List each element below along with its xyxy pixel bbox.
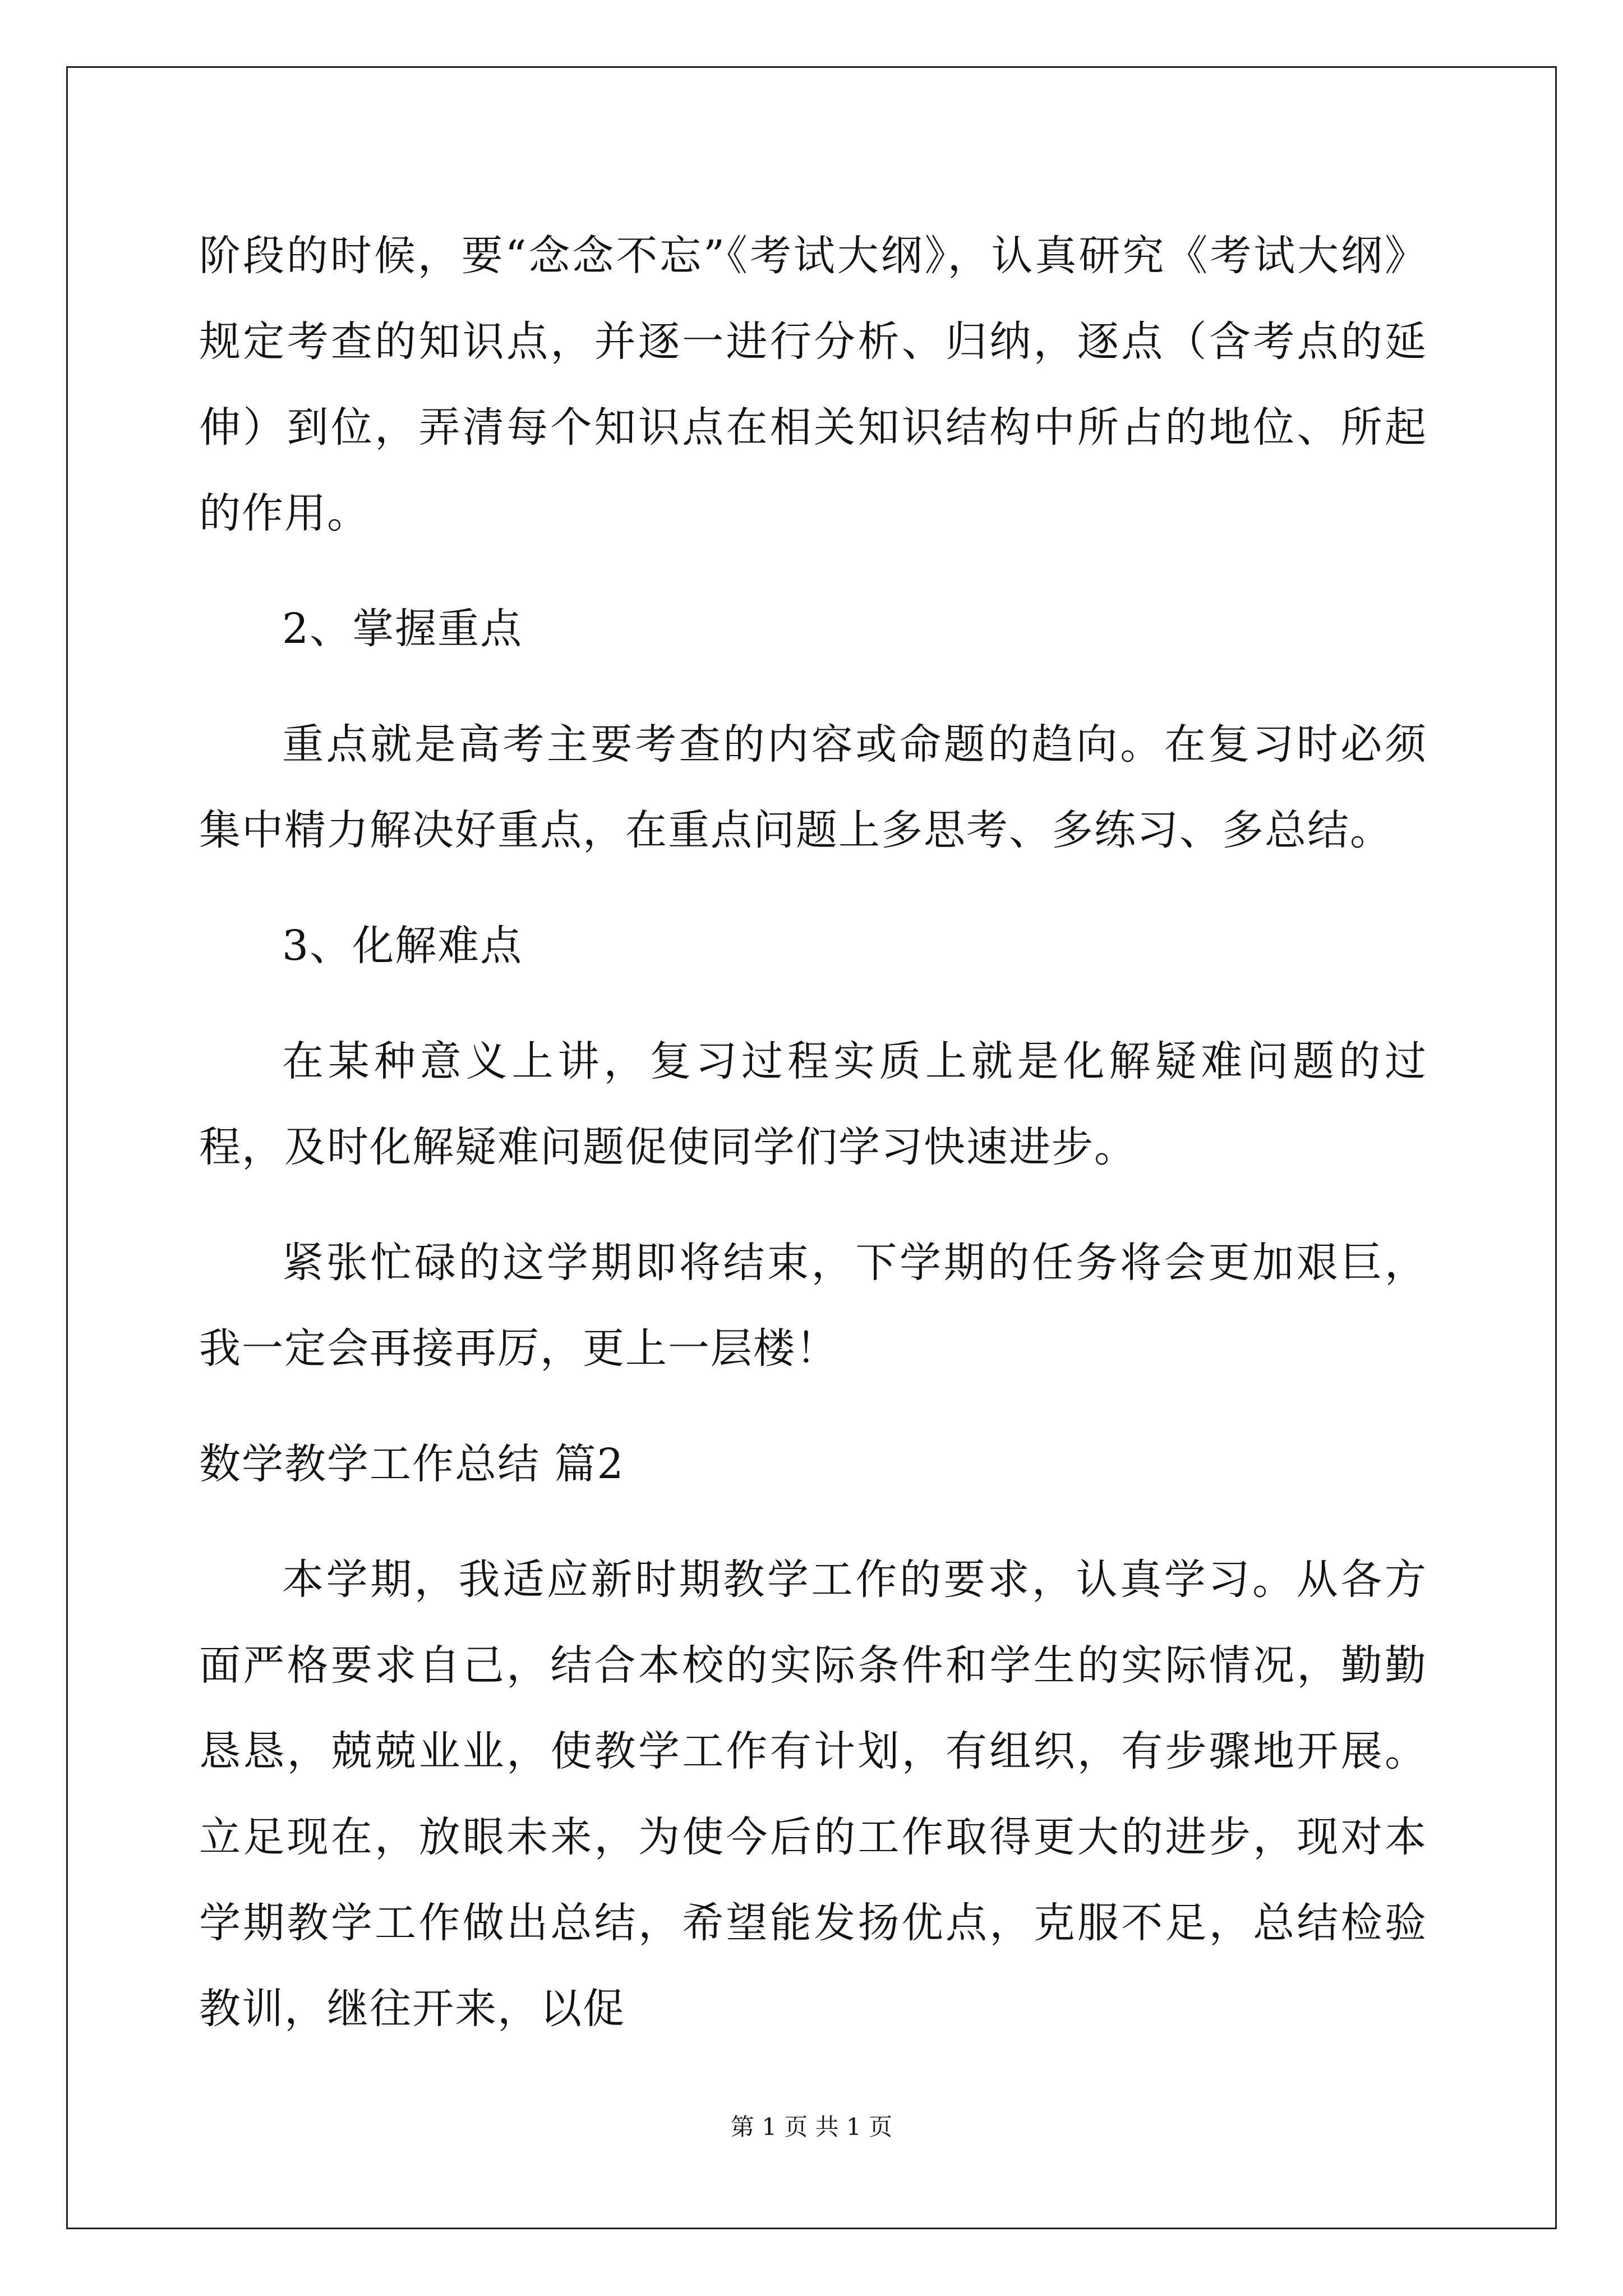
heading-resolve-difficulties: 3、化解难点: [282, 922, 523, 970]
paragraph-difficulties: 在某种意义上讲，复习过程实质上就是化解疑难问题的过程，及时化解疑难问题促使同学们学习快速进步。: [199, 1037, 1427, 1171]
paragraph-semester-summary: 本学期，我适应新时期教学工作的要求，认真学习。从各方面严格要求自己，结合本校的实际条件和学生的实际情况，勤勤恳恳，兢兢业业，使教学工作有计划，有组织，有步骤地开展。立足现在，放眼未来，为使今后的工作取得更大的进步，现对本学期教学工作做出总结，希望能发扬优点，克服不足，总结检验教训，继往开来，以促: [199, 1556, 1427, 2033]
page-footer: 第 1 页 共 1 页: [730, 2113, 893, 2141]
paragraph-semester-end: 紧张忙碌的这学期即将结束，下学期的任务将会更加艰巨，我一定会再接再厉，更上一层楼！: [199, 1239, 1427, 1373]
paragraph-exam-outline: 阶段的时候，要“念念不忘”《考试大纲》，认真研究《考试大纲》规定考查的知识点，并逐一进行分析、归纳，逐点（含考点的延伸）到位，弄清每个知识点在相关知识结构中所占的地位、所起的作用。: [199, 232, 1427, 537]
section-title-part-2: 数学教学工作总结 篇2: [199, 1440, 625, 1488]
heading-grasp-key-points: 2、掌握重点: [282, 605, 523, 653]
document-body: [199, 213, 1427, 2082]
paragraph-key-points: 重点就是高考主要考查的内容或命题的趋向。在复习时必须集中精力解决好重点，在重点问题上多思考、多练习、多总结。: [199, 720, 1427, 854]
